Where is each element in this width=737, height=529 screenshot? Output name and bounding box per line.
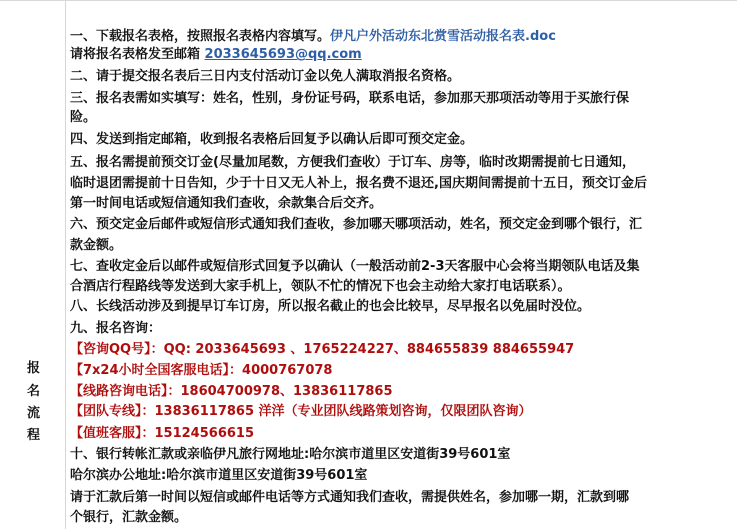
remittance-note-line: 请于汇款后第一时间以短信或邮件电话等方式通知我们查收，需提供姓名，参加哪一期，汇款到哪	[70, 490, 630, 505]
step-8-line: 八、长线活动涉及到提早订车订房，所以报名截止的也会比较早，尽早报名以免届时没位。	[70, 299, 591, 314]
step-2-line: 二、请于提交报名表后三日内支付活动订金以免人满取消报名资格。	[70, 69, 461, 84]
email-instruction-text: 请将报名表格发至邮箱	[70, 47, 205, 62]
step-5-line-cont: 临时退团需提前十日告知，少于十日又无人补上，报名费不退还,国庆期间需提前十五日，预交订金后	[70, 176, 647, 191]
contact-route-phone-line: 【线路咨询电话】：18604700978、13836117865	[70, 384, 393, 399]
side-label-char: 名	[27, 384, 41, 399]
step-6-line: 六、预交定金后邮件或短信形式通知我们查收，参加哪天哪项活动，姓名，预交定金到哪个银行，汇	[70, 217, 643, 232]
side-label-char: 流	[27, 406, 41, 421]
step-7-line-cont: 合酒店行程路线等发送到大家手机上，领队不忙的情况下也会主动给大家打电话联系）。	[70, 279, 571, 294]
side-label-char: 报	[27, 361, 41, 376]
step-3-line: 三、报名表需如实填写：姓名，性别，身份证号码，联系电话，参加那天那项活动等用于买旅行保	[70, 91, 630, 106]
contact-duty-line: 【值班客服】：15124566615	[70, 426, 254, 441]
remittance-note-line-cont: 个银行，汇款金额。	[70, 510, 188, 525]
step-5-line-cont: 第一时间电话或短信通知我们查收，余款集合后交齐。	[70, 196, 383, 211]
registration-form-download-link[interactable]: 伊凡户外活动东北赏雪活动报名表.doc	[330, 29, 556, 44]
contact-team-line: 【团队专线】：13836117865 洋洋（专业团队线路策划咨询，仅限团队咨询）	[70, 404, 532, 419]
step-9-line: 九、报名咨询：	[70, 321, 162, 336]
step-1-line	[70, 28, 556, 46]
step-3-line-cont: 险。	[70, 110, 97, 125]
step-6-line-cont: 款金额。	[70, 238, 123, 253]
contact-qq-line: 【咨询QQ号】：QQ: 2033645693 、1765224227、884655839 884655947	[70, 342, 575, 357]
step-4-line: 四、发送到指定邮箱，收到报名表格后回复予以确认后即可预交定金。	[70, 132, 474, 147]
step-5-line: 五、报名需提前预交订金(尽量加尾数，方便我们查收）于订车、房等，临时改期需提前七日通知，	[70, 155, 635, 170]
contact-hotline-line: 【7x24小时全国客服电话】：4000767078	[70, 363, 333, 378]
side-label-char: 程	[27, 428, 41, 443]
email-address-link[interactable]: 2033645693@qq.com	[204, 47, 362, 62]
side-label-column	[0, 1, 66, 529]
step-7-line: 七、查收定金后以邮件或短信形式回复予以确认（一般活动前2-3天客服中心会将当期领队电话及集	[70, 259, 640, 274]
office-address-line: 哈尔滨办公地址:哈尔滨市道里区安道街39号601室	[70, 468, 368, 483]
step-10-line: 十、银行转帐汇款或亲临伊凡旅行网地址:哈尔滨市道里区安道街39号601室	[70, 447, 511, 462]
step-1-text: 一、下载报名表格，按照报名表格内容填写。	[70, 29, 331, 44]
email-line	[70, 46, 362, 64]
